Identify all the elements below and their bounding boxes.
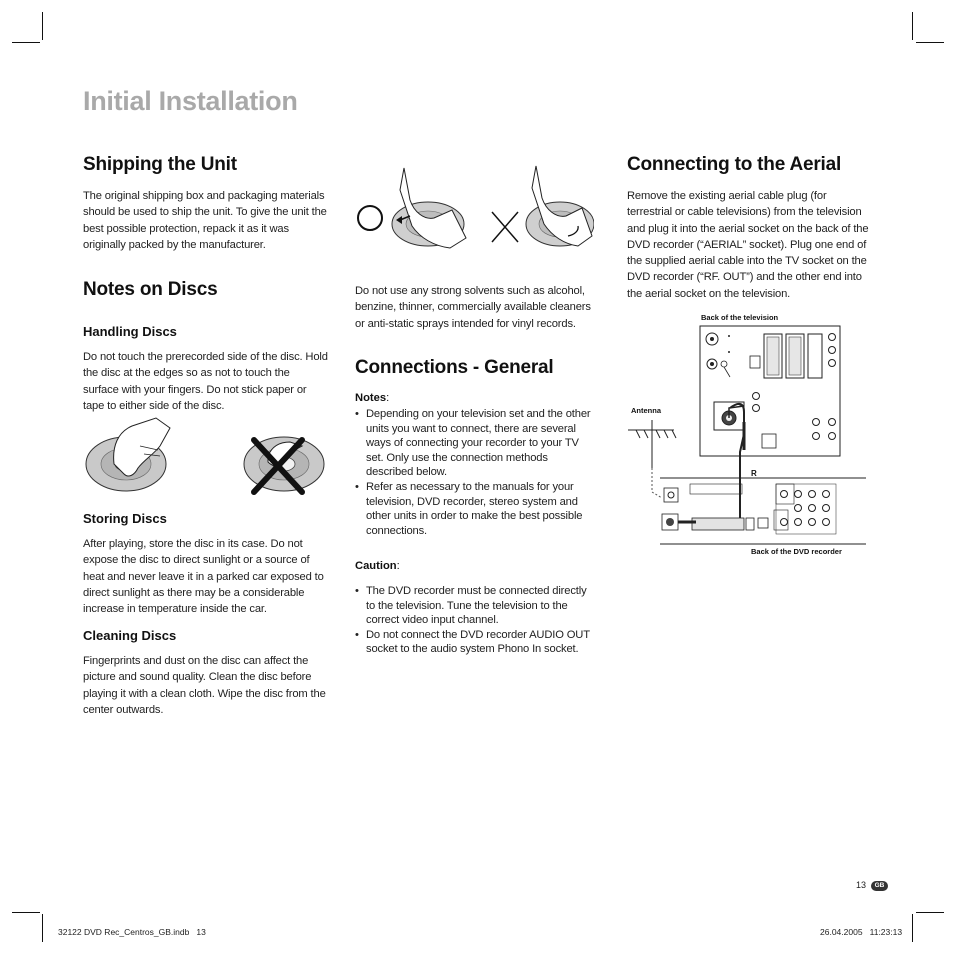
tv-back-label: Back of the television: [701, 313, 779, 322]
antenna-icon: [628, 420, 676, 498]
footer-timestamp: 26.04.2005 11:23:13: [820, 927, 903, 937]
aerial-connection-diagram: [626, 322, 866, 546]
dvd-recorder-back-panel: [660, 478, 866, 544]
caution-item: • Do not connect the DVD recorder AUDIO OUT socket to the audio system Phono In socket.: [355, 628, 595, 657]
crop-mark-tl-v: [42, 12, 43, 40]
disc-wipe-circular-icon: [526, 166, 594, 246]
handling-discs-heading: Handling Discs: [83, 324, 177, 339]
shipping-text: The original shipping box and packaging materials should be used to ship the unit. To give the unit the best possible protection, repack it as it was originally packed by the manufacturer.: [83, 190, 327, 251]
connections-general-heading: Connections - General: [355, 357, 554, 378]
wrong-cross-icon: [492, 212, 518, 242]
crop-mark-bl-v: [42, 914, 43, 942]
disc-handling-illustration: [80, 416, 330, 500]
tv-back-panel: [700, 326, 840, 456]
storing-discs-text: After playing, store the disc in its case. Do not expose the disc to direct sunlight or a source of heat and never leave it in a parked car exposed to direct sunlight as there may be a considerable increase in temperature inside the car.: [83, 538, 324, 616]
language-badge: [871, 881, 888, 891]
notes-label: Notes:: [355, 392, 390, 404]
correct-circle-icon: [358, 206, 382, 230]
handling-discs-text: Do not touch the prerecorded side of the disc. Hold the disc at the edges so as not to touch the surface with your fingers. Do not stick paper or tape to either side of the disc.: [83, 351, 328, 412]
caution-list: [355, 584, 595, 657]
cleaning-discs-heading: Cleaning Discs: [83, 628, 177, 643]
crop-mark-br-v: [912, 914, 913, 942]
notes-list: [355, 407, 595, 538]
crop-mark-bl-h: [12, 912, 40, 913]
page-number: 13: [856, 880, 867, 890]
crop-mark-br-h: [916, 912, 944, 913]
cleaning-discs-text: Fingerprints and dust on the disc can affect the picture and sound quality. Clean the disc before playing it with a clean cloth. Wipe the disc from the center outwards.: [83, 655, 326, 716]
crop-mark-tr-v: [912, 12, 913, 40]
disc-wrong-hold-icon: [244, 437, 324, 492]
storing-discs-heading: Storing Discs: [83, 511, 167, 526]
language-badge-text: GB: [874, 882, 885, 889]
aerial-text: Remove the existing aerial cable plug (for terrestrial or cable televisions) from the television and plug it into the aerial socket on the back of the DVD recorder (“AERIAL” socket). Plug one end of the supplied aerial cable into the TV socket on the DVD recorder (“RF. OUT”) and the other end into the aerial socket on the television.: [627, 190, 869, 300]
notes-on-discs-heading: Notes on Discs: [83, 279, 218, 300]
crop-mark-tr-h: [916, 42, 944, 43]
footer-file-info: 32122 DVD Rec_Centros_GB.indb 13: [58, 927, 206, 937]
caution-item: • The DVD recorder must be connected directly to the television. Tune the television to the correct video input channel.: [355, 584, 595, 628]
disc-wipe-outward-icon: [392, 168, 466, 248]
dvd-back-label: Back of the DVD recorder: [751, 547, 842, 556]
note-item: • Depending on your television set and the other units you want to connect, there are several ways of connecting your recorder to your TV set. Only use the connection methods described below.: [355, 407, 595, 480]
aerial-heading: Connecting to the Aerial: [627, 154, 842, 175]
disc-correct-hold-icon: [86, 418, 170, 491]
page-title: Initial Installation: [83, 86, 298, 116]
solvents-text: Do not use any strong solvents such as alcohol, benzine, thinner, commercially available cleaners or anti-static sprays intended for vinyl records.: [355, 285, 591, 330]
shipping-heading: Shipping the Unit: [83, 154, 237, 175]
note-item: • Refer as necessary to the manuals for your television, DVD recorder, stereo system and other units in order to make the best possible connections.: [355, 480, 595, 538]
antenna-label: Antenna: [631, 406, 661, 415]
crop-mark-tl-h: [12, 42, 40, 43]
disc-cleaning-illustration: [354, 160, 594, 270]
r-label: R: [751, 469, 757, 478]
caution-label: Caution:: [355, 560, 400, 572]
